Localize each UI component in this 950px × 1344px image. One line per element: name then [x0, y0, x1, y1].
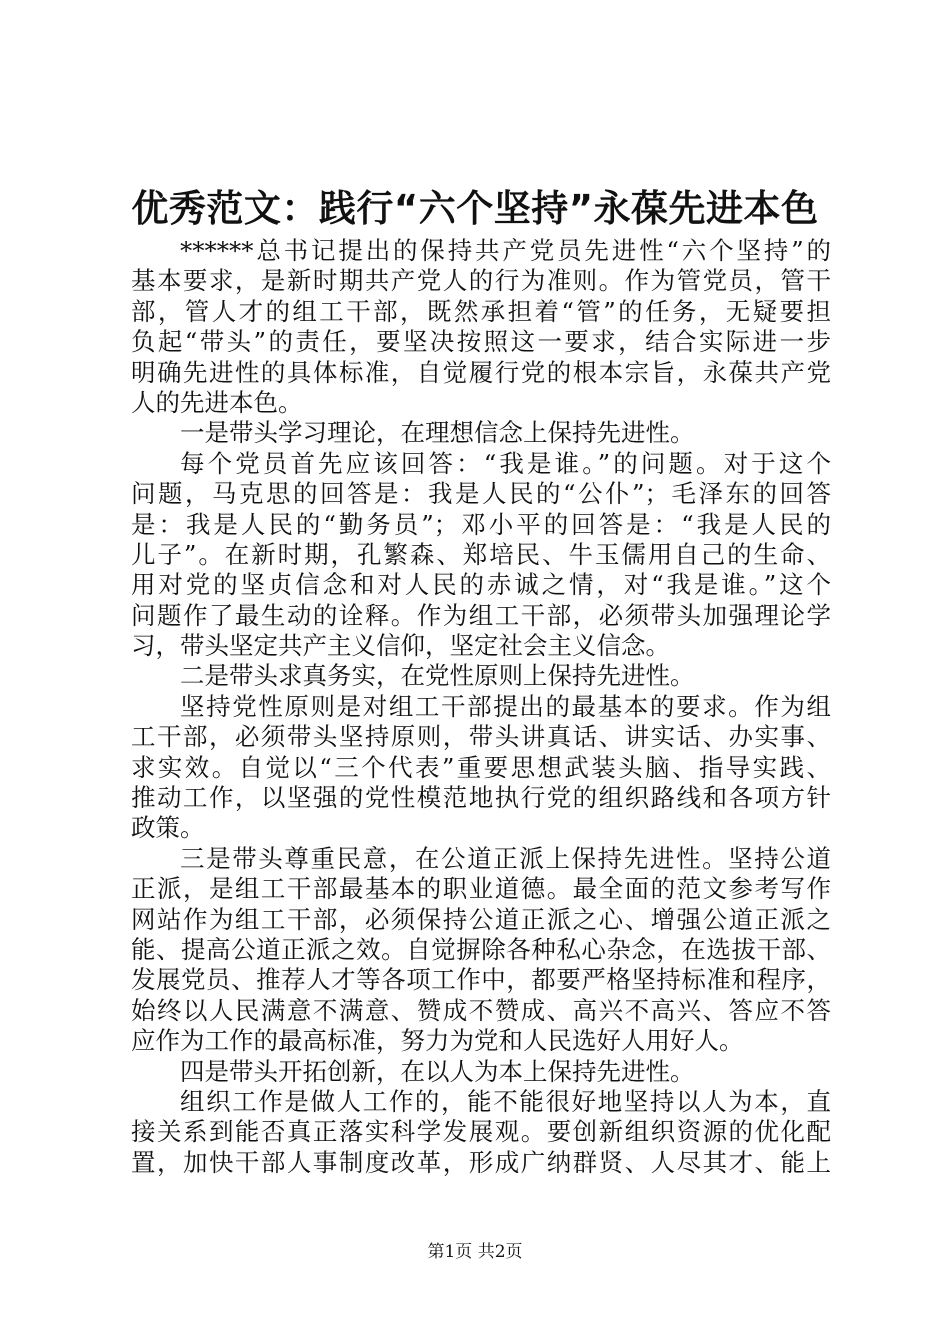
text-line: 接关系到能否真正落实科学发展观。要创新组织资源的优化配	[131, 1117, 831, 1147]
text-line: 部，管人才的组工干部，既然承担着“管”的任务，无疑要担	[131, 296, 831, 326]
text-line: 置，加快干部人事制度改革，形成广纳群贤、人尽其才、能上	[131, 1147, 831, 1177]
text-line: 应作为工作的最高标准，努力为党和人民选好人用好人。	[131, 1026, 744, 1056]
text-line: 能、提高公道正派之效。自觉摒除各种私心杂念，在选拔干部、	[131, 934, 831, 964]
text-line: 坚持党性原则是对组工干部提出的最基本的要求。作为组	[180, 691, 831, 721]
text-line: 组织工作是做人工作的，能不能很好地坚持以人为本，直	[180, 1086, 831, 1116]
text-line: 正派，是组工干部最基本的职业道德。最全面的范文参考写作	[131, 874, 831, 904]
text-line: 求实效。自觉以“三个代表”重要思想武装头脑、指导实践、	[131, 752, 831, 782]
text-line: 用对党的坚贞信念和对人民的赤诚之情，对“我是谁。”这个	[131, 570, 831, 600]
text-line: 发展党员、推荐人才等各项工作中，都要严格坚持标准和程序，	[131, 965, 831, 995]
text-line: 二是带头求真务实，在党性原则上保持先进性。	[180, 661, 695, 691]
text-line: 习，带头坚定共产主义信仰，坚定社会主义信念。	[131, 631, 670, 661]
text-line: 问题，马克思的回答是：我是人民的“公仆”；毛泽东的回答	[131, 479, 831, 509]
text-line: 推动工作，以坚强的党性模范地执行党的组织路线和各项方针	[131, 783, 831, 813]
text-line: 人的先进本色。	[131, 387, 303, 417]
text-line: 问题作了最生动的诠释。作为组工干部，必须带头加强理论学	[131, 600, 831, 630]
text-line: 明确先进性的具体标准，自觉履行党的根本宗旨，永葆共产党	[131, 357, 831, 387]
text-line: 三是带头尊重民意，在公道正派上保持先进性。坚持公道	[180, 843, 831, 873]
text-line: 是：我是人民的“勤务员”；邓小平的回答是：“我是人民的	[131, 509, 831, 539]
text-line: 四是带头开拓创新，在以人为本上保持先进性。	[180, 1056, 695, 1086]
text-line: 儿子”。在新时期，孔繁森、郑培民、牛玉儒用自己的生命、	[131, 539, 831, 569]
page-footer: 第1页 共2页	[427, 1242, 523, 1262]
text-line: 始终以人民满意不满意、赞成不赞成、高兴不高兴、答应不答	[131, 995, 831, 1025]
text-line: 负起“带头”的责任，要坚决按照这一要求，结合实际进一步	[131, 327, 831, 357]
text-line: 政策。	[131, 813, 205, 843]
text-line: 基本要求，是新时期共产党人的行为准则。作为管党员，管干	[131, 266, 831, 296]
text-line: ******总书记提出的保持共产党员先进性“六个坚持”的	[180, 236, 831, 265]
text-line: 一是带头学习理论，在理想信念上保持先进性。	[180, 418, 695, 448]
text-line: 每个党员首先应该回答：“我是谁。”的问题。对于这个	[180, 448, 831, 478]
page-title: 优秀范文：践行“六个坚持”永葆先进本色	[131, 187, 819, 230]
document-body	[131, 236, 831, 1178]
text-line: 网站作为组工干部，必须保持公道正派之心、增强公道正派之	[131, 904, 831, 934]
text-line: 工干部，必须带头坚持原则，带头讲真话、讲实话、办实事、	[131, 722, 831, 752]
